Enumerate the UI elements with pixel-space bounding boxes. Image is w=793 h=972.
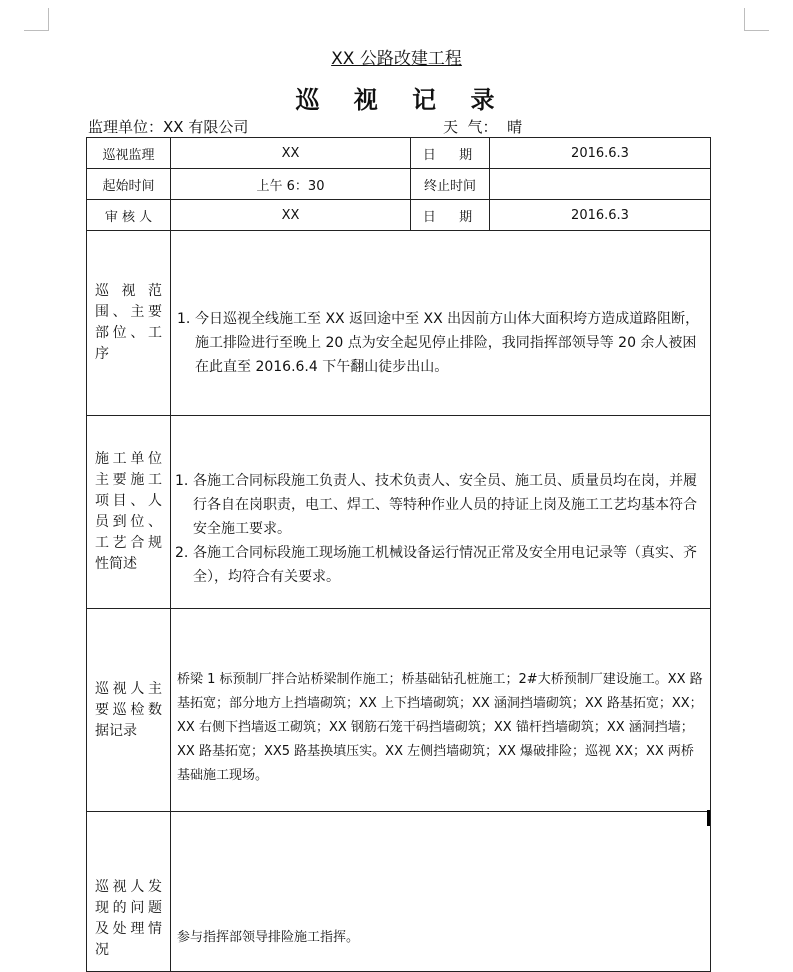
issues-text: 参与指挥部领导排险施工指挥。 <box>177 930 360 945</box>
scope-list <box>171 267 710 379</box>
supervisor-unit-label: 监理单位： <box>88 118 164 136</box>
inspection-label: 巡视人主要巡检数据记录 <box>87 609 171 812</box>
personnel-item-1: 1. 各施工合同标段施工负责人、技术负责人、安全员、施工员、质量员均在岗，并履行各自在岗职责，电工、焊工、等特种作业人员的持证上岗及施工工艺均基本符合安全施工要求。 <box>175 472 697 537</box>
table-row-patrol-supervisor <box>87 138 711 169</box>
weather <box>443 116 522 137</box>
supervisor-unit <box>88 116 248 137</box>
table-row-reviewer <box>87 200 711 231</box>
date-value: 2016.6.3 <box>490 138 711 169</box>
date-label: 日 期 <box>411 138 490 169</box>
reviewer-value: XX <box>171 200 411 231</box>
table-row-time <box>87 169 711 200</box>
crop-mark-top-right-v <box>744 8 745 31</box>
scope-label: 巡视范围、主要部位、工序 <box>87 231 171 416</box>
supervisor-unit-value: XX 有限公司 <box>163 118 249 136</box>
table-row-personnel <box>87 416 711 609</box>
scope-item-1: 1. 今日巡视全线施工至 XX 返回途中至 XX 出因前方山体大面积垮方造成道路阻断，施工排险进行至晚上 20 点为安全起见停止排险，我同指挥部领导等 20 余人被困在此直至 2016.6.4 下午翻山徒步出山。 <box>177 311 700 375</box>
crop-mark-top-left-v <box>48 8 49 31</box>
end-time-label: 终止时间 <box>411 169 490 200</box>
personnel-label: 施工单位主要施工项目、人员到位、工艺合规性简述 <box>87 416 171 609</box>
project-title: XX 公路改建工程 <box>331 49 462 69</box>
review-date-value: 2016.6.3 <box>490 200 711 231</box>
start-time-value: 上午 6：30 <box>171 169 411 200</box>
end-time-value <box>490 169 711 200</box>
table-edge-marker <box>707 810 710 826</box>
table-row-inspection <box>87 609 711 812</box>
patrol-supervisor-value: XX <box>171 138 411 169</box>
inspection-text: 桥梁 1 标预制厂拌合站桥梁制作施工；桥基础钻孔桩施工；2#大桥预制厂建设施工。XX 路基拓宽；部分地方上挡墙砌筑；XX 上下挡墙砌筑；XX 涵洞挡墙砌筑；XX 路基拓宽；XX；XX 右侧下挡墙返工砌筑；XX 钢筋石笼干码挡墙砌筑；XX 锚杆挡墙砌筑；XX 涵洞挡墙；XX 路基拓宽；XX5 路基换填压实。XX 左侧挡墙砌筑；XX 爆破排险；巡视 XX；XX 两桥基础施工现场。 <box>177 672 703 783</box>
patrol-supervisor-label: 巡视监理 <box>87 138 171 169</box>
inspection-record-table <box>86 137 711 972</box>
personnel-content <box>171 416 711 609</box>
inspection-content <box>171 609 711 812</box>
personnel-list <box>171 436 710 589</box>
table-row-scope <box>87 231 711 416</box>
table-row-issues <box>87 812 711 972</box>
weather-label: 天 气： <box>443 118 498 136</box>
personnel-item-2: 2. 各施工合同标段施工现场施工机械设备运行情况正常及安全用电记录等（真实、齐全），均符合有关要求。 <box>175 544 697 585</box>
issues-content <box>171 812 711 972</box>
issues-label: 巡视人发现的问题及处理情况 <box>87 812 171 972</box>
crop-mark-top-right-h <box>744 30 769 31</box>
crop-mark-top-left-h <box>24 30 49 31</box>
document-title: 巡 视 记 录 <box>295 86 508 114</box>
start-time-label: 起始时间 <box>87 169 171 200</box>
scope-content <box>171 231 711 416</box>
weather-value: 晴 <box>507 118 523 136</box>
review-date-label: 日 期 <box>411 200 490 231</box>
reviewer-label: 审 核 人 <box>87 200 171 231</box>
